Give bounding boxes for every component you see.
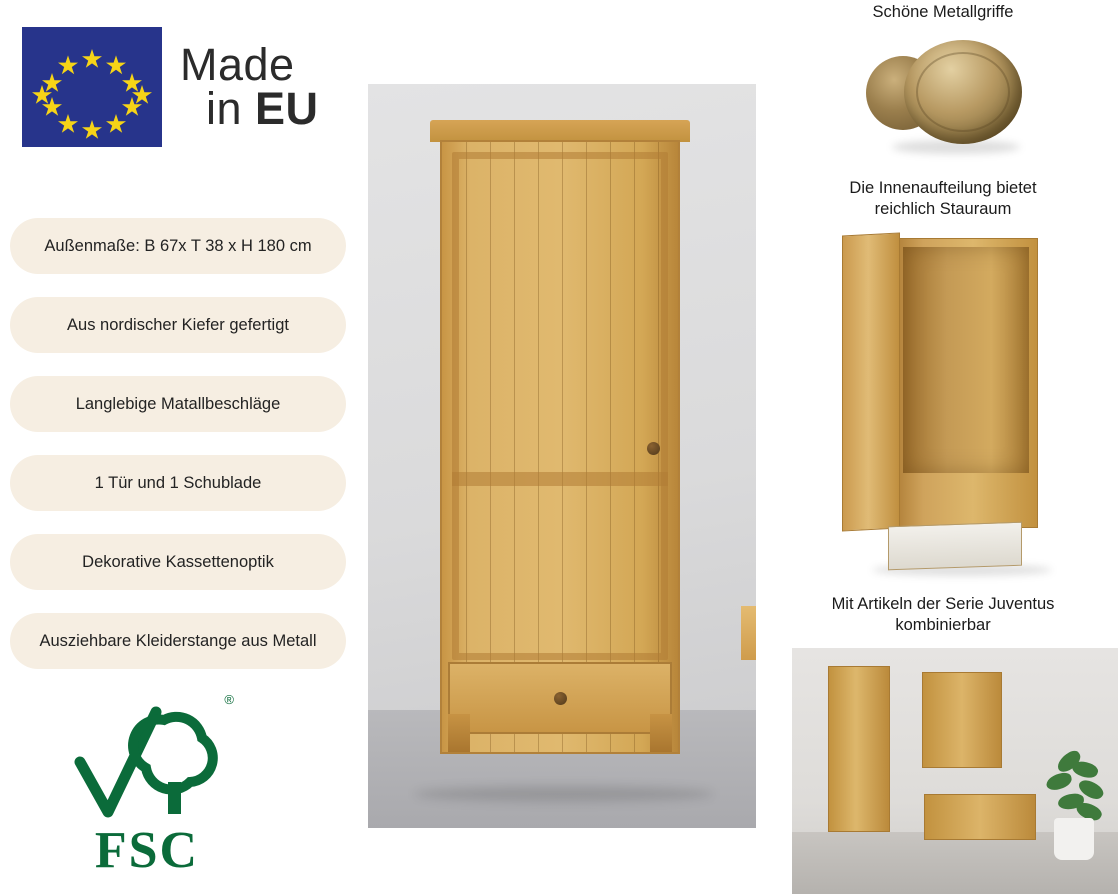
caption-combinable-series-line2: kombinierbar bbox=[895, 616, 991, 635]
registered-trademark-mark: ® bbox=[224, 692, 234, 707]
wardrobe-leg bbox=[448, 714, 470, 752]
room-wardrobe bbox=[828, 666, 890, 832]
wardrobe-leg bbox=[650, 714, 672, 752]
left-column bbox=[0, 0, 352, 894]
knob-ring-detail bbox=[916, 52, 1010, 132]
wardrobe-drawer bbox=[448, 662, 672, 734]
made-in-eu-line1: Made bbox=[180, 38, 295, 90]
feature-pill: Aus nordischer Kiefer gefertigt bbox=[10, 297, 346, 353]
made-in-eu-text bbox=[180, 38, 319, 134]
caption-combinable-series bbox=[773, 594, 1113, 636]
room-scene-photo bbox=[792, 648, 1118, 894]
fsc-tree-checkmark-icon bbox=[52, 690, 242, 840]
open-wardrobe-door bbox=[842, 232, 900, 531]
feature-pill: Langlebige Matallbeschläge bbox=[10, 376, 346, 432]
room-bench bbox=[924, 794, 1036, 840]
fsc-logo bbox=[52, 690, 242, 880]
caption-interior-storage-line1: Die Innenaufteilung bietet bbox=[849, 179, 1037, 197]
feature-pill: Dekorative Kassettenoptik bbox=[10, 534, 346, 590]
open-wardrobe-photo bbox=[826, 228, 1066, 578]
made-in-eu-line2: in EU bbox=[206, 83, 319, 134]
wardrobe-body bbox=[440, 140, 680, 754]
caption-combinable-series-line1: Mit Artikeln der Serie Juventus bbox=[831, 595, 1055, 613]
feature-pill: 1 Tür und 1 Schublade bbox=[10, 455, 346, 511]
feature-list bbox=[10, 218, 346, 692]
eu-flag-icon bbox=[22, 27, 162, 147]
metal-knob-photo bbox=[864, 36, 1024, 161]
wardrobe-door-rail bbox=[452, 472, 668, 486]
caption-interior-storage-line2: reichlich Stauraum bbox=[874, 200, 1012, 219]
open-wardrobe-drawer bbox=[888, 522, 1022, 571]
photo-side-object bbox=[741, 606, 756, 660]
wardrobe-cornice bbox=[430, 120, 690, 142]
wardrobe-drawer-knob bbox=[554, 692, 567, 705]
feature-pill: Außenmaße: B 67x T 38 x H 180 cm bbox=[10, 218, 346, 274]
feature-pill: Ausziehbare Kleiderstange aus Metall bbox=[10, 613, 346, 669]
room-plant-pot bbox=[1054, 818, 1094, 860]
fsc-label: FSC bbox=[94, 822, 200, 879]
room-wall-cabinet bbox=[922, 672, 1002, 768]
right-column bbox=[768, 0, 1118, 894]
wardrobe-front-photo bbox=[368, 84, 756, 828]
wardrobe-door-knob bbox=[647, 442, 660, 455]
open-wardrobe-interior bbox=[903, 247, 1029, 473]
made-in-eu-badge bbox=[22, 22, 332, 152]
room-plant bbox=[1038, 752, 1110, 824]
open-wardrobe-body bbox=[894, 238, 1038, 528]
caption-metal-handles: Schöne Metallgriffe bbox=[872, 3, 1014, 21]
caption-interior-storage bbox=[773, 178, 1113, 220]
wardrobe-illustration bbox=[440, 120, 680, 790]
wardrobe-door-panel bbox=[452, 152, 668, 660]
